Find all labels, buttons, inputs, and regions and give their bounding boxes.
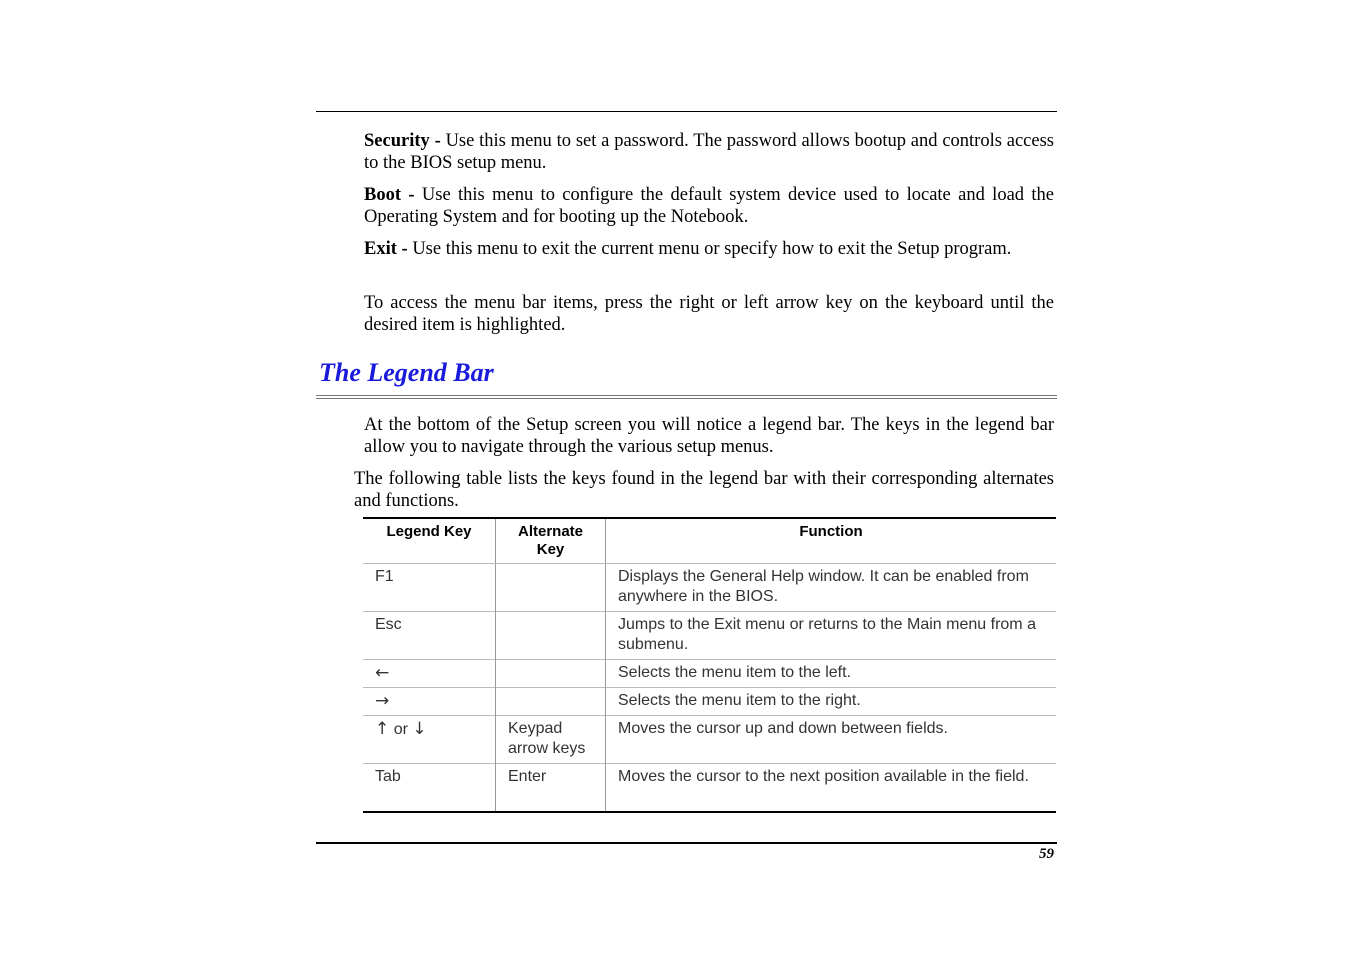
header-alternate-line2: Key xyxy=(536,541,565,558)
cell-key-left-arrow-icon: ← xyxy=(363,660,496,688)
page-number: 59 xyxy=(1039,846,1054,862)
cell-alternate: Enter xyxy=(496,764,606,813)
cell-alternate xyxy=(496,660,606,688)
cell-key xyxy=(363,716,496,764)
exit-text: Use this menu to exit the current menu or specify how to exit the Setup program. xyxy=(407,239,1012,259)
legend-keys-table xyxy=(363,517,1056,813)
boot-paragraph xyxy=(364,184,1054,228)
cell-alternate: Keypad arrow keys xyxy=(496,716,606,764)
cell-alternate xyxy=(496,564,606,612)
cell-function: Moves the cursor up and down between fields. xyxy=(606,716,1057,764)
security-paragraph xyxy=(364,130,1054,174)
top-rule xyxy=(316,111,1057,112)
cell-key-right-arrow-icon: → xyxy=(363,688,496,716)
cell-function: Moves the cursor to the next position available in the field. xyxy=(606,764,1057,813)
cell-alternate xyxy=(496,688,606,716)
exit-term: Exit - xyxy=(364,239,408,259)
boot-text: Use this menu to configure the default system device used to locate and load the Operating System and for booting up the Notebook. xyxy=(364,185,1054,227)
section-heading: The Legend Bar xyxy=(319,358,494,387)
bottom-rule xyxy=(316,842,1057,844)
cell-function: Displays the General Help window. It can be enabled from anywhere in the BIOS. xyxy=(606,564,1057,612)
table-row xyxy=(363,764,1056,813)
down-arrow-icon: ↓ xyxy=(412,719,427,739)
cell-function: Jumps to the Exit menu or returns to the Main menu from a submenu. xyxy=(606,612,1057,660)
cell-function: Selects the menu item to the right. xyxy=(606,688,1057,716)
exit-paragraph xyxy=(364,238,1054,260)
legend-intro-paragraph: At the bottom of the Setup screen you will notice a legend bar. The keys in the legend bar allow you to navigate through the various setup menus. xyxy=(364,415,1054,457)
table-row xyxy=(363,716,1056,764)
security-text: Use this menu to set a password. The password allows bootup and controls access to the BIOS setup menu. xyxy=(364,131,1054,173)
table-row xyxy=(363,688,1056,716)
access-paragraph: To access the menu bar items, press the right or left arrow key on the keyboard until the desired item is highlighted. xyxy=(364,293,1054,335)
heading-rule xyxy=(316,395,1057,399)
cell-function: Selects the menu item to the left. xyxy=(606,660,1057,688)
boot-term: Boot - xyxy=(364,185,415,205)
header-legend-key: Legend Key xyxy=(363,518,496,564)
cell-key: Tab xyxy=(363,764,496,813)
header-alternate-key xyxy=(496,518,606,564)
table-row xyxy=(363,660,1056,688)
table-header-row xyxy=(363,518,1056,564)
security-term: Security - xyxy=(364,131,441,151)
cell-alternate xyxy=(496,612,606,660)
table-row xyxy=(363,612,1056,660)
key-or-text: or xyxy=(389,721,413,738)
up-arrow-icon: ↑ xyxy=(375,719,390,739)
table-row xyxy=(363,564,1056,612)
cell-key: F1 xyxy=(363,564,496,612)
header-alternate-line1: Alternate xyxy=(517,523,584,540)
header-function: Function xyxy=(606,518,1057,564)
table-intro-paragraph: The following table lists the keys found in the legend bar with their corresponding alternates and functions. xyxy=(354,469,1054,511)
cell-key: Esc xyxy=(363,612,496,660)
